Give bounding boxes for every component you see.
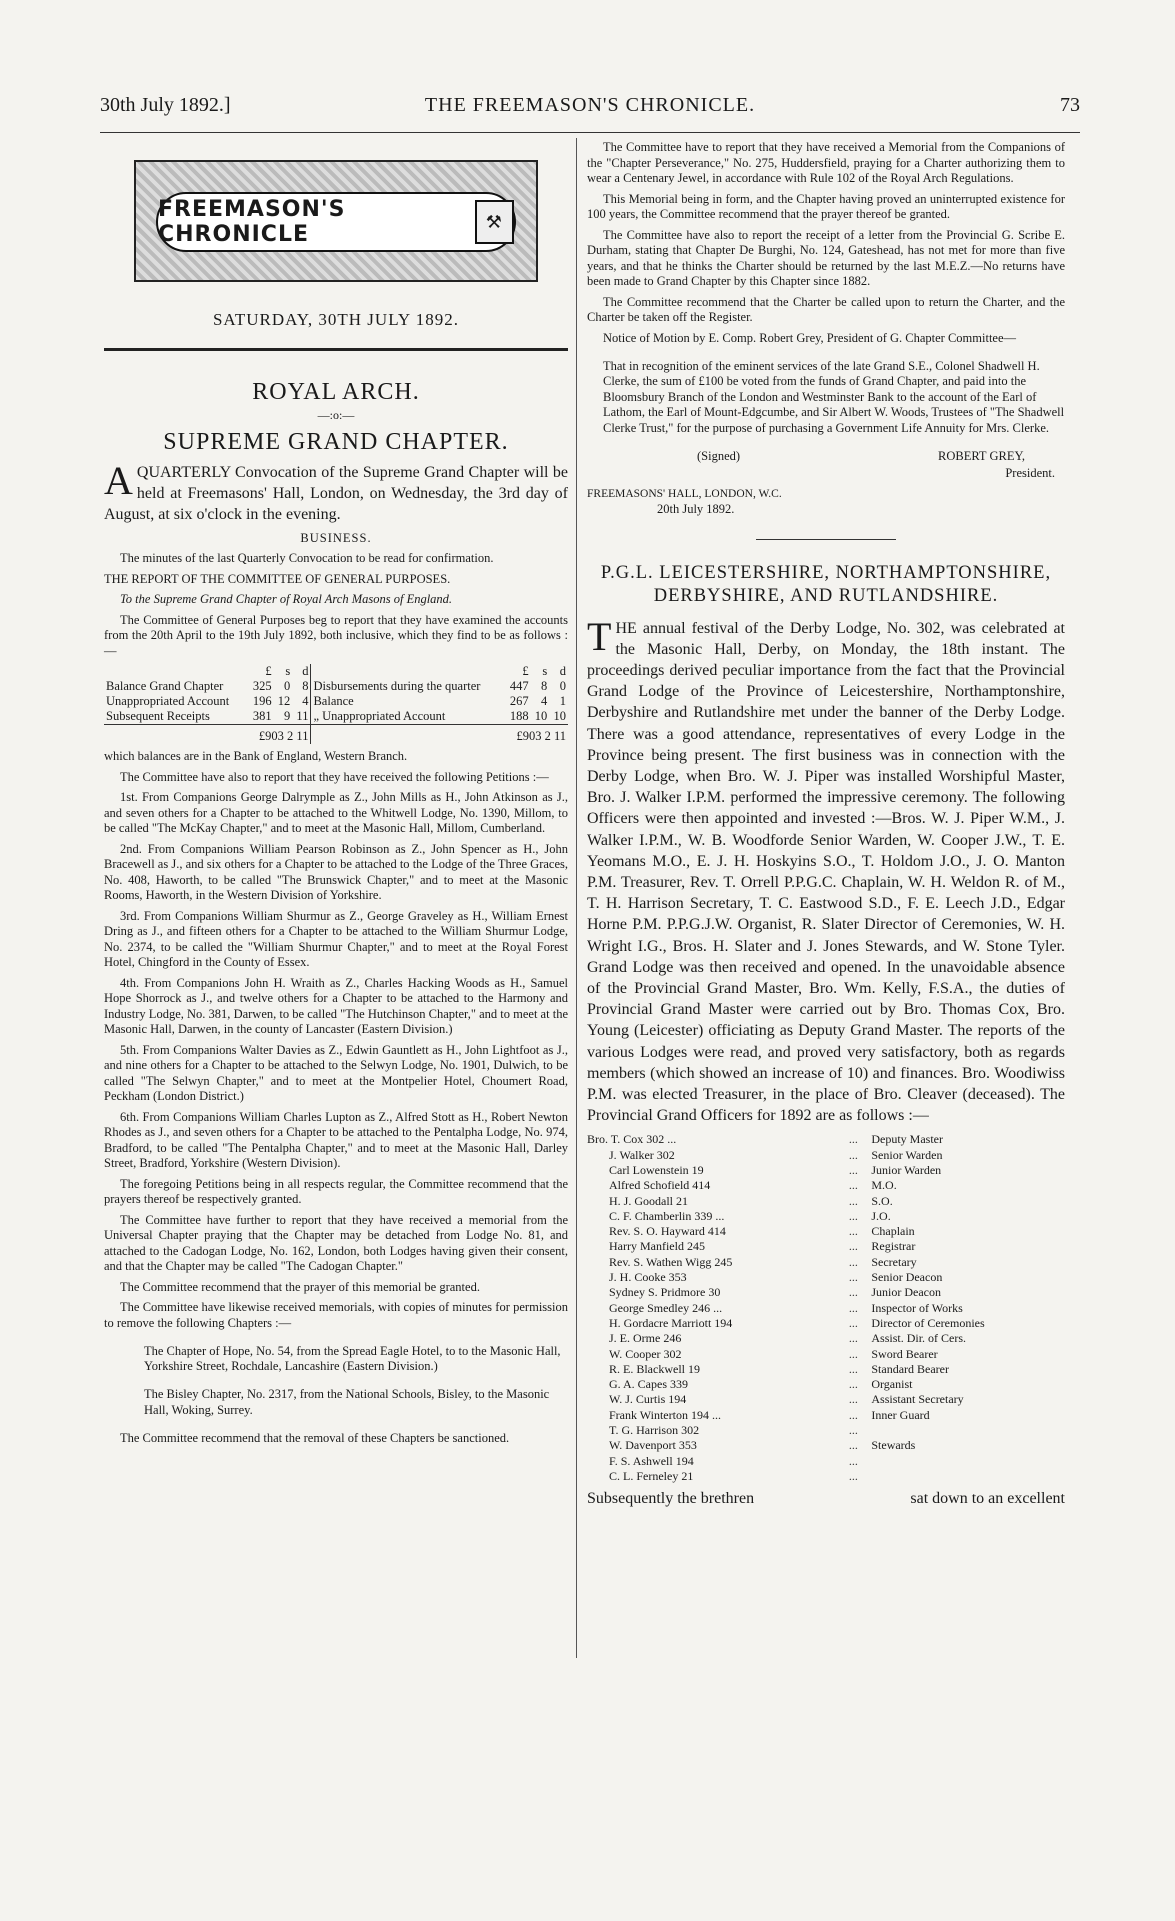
pounds: 381	[252, 709, 272, 723]
shillings: 12	[277, 694, 291, 708]
masthead-logo	[134, 160, 538, 282]
pence: 4	[302, 694, 309, 708]
address-line: FREEMASONS' HALL, LONDON, W.C.	[587, 487, 782, 500]
dateline: SATURDAY, 30TH JULY 1892.	[212, 310, 460, 329]
table-row	[587, 1285, 1065, 1300]
account-label: „ Unappropriated Account	[311, 709, 505, 725]
shillings: 0	[284, 679, 291, 693]
leader-dots: ...	[848, 1239, 858, 1254]
section-divider	[756, 539, 896, 540]
officer-name: F. S. Ashwell 194	[609, 1453, 694, 1468]
leader-dots: ...	[848, 1361, 858, 1376]
page-header	[100, 94, 1080, 124]
intro-paragraph	[104, 458, 568, 525]
table-row	[587, 1163, 1065, 1178]
leader-dots: ...	[848, 1208, 858, 1223]
removal-item: The Chapter of Hope, No. 54, from the Spread Eagle Hotel, to to the Masonic Hall, Yorkshire Street, Rochdale, Lancashire (Eastern Division.)	[144, 1343, 561, 1373]
pounds: 196	[252, 694, 272, 708]
drop-cap: T	[587, 613, 612, 659]
officer-name: Bro. T. Cox 302 ...	[587, 1132, 677, 1147]
officer-office: Sword Bearer	[871, 1346, 938, 1361]
officer-office: Chaplain	[871, 1224, 915, 1239]
left-total: £903 2 11	[104, 725, 311, 745]
officer-office: Inner Guard	[871, 1407, 930, 1422]
recommend-paragraph: The Committee recommend that the prayer of this memorial be granted.	[120, 1279, 480, 1294]
leader-dots: ...	[848, 1407, 858, 1422]
leader-dots: ...	[848, 1453, 858, 1468]
right-column	[587, 140, 1065, 1508]
unit-header: s	[285, 664, 291, 678]
officer-office: Senior Deacon	[871, 1270, 943, 1285]
table-row	[587, 1301, 1065, 1316]
officer-name: J. Walker 302	[609, 1147, 675, 1162]
officer-office: Senior Warden	[871, 1147, 943, 1162]
officer-name: H. J. Goodall 21	[609, 1193, 688, 1208]
unit-header: s	[542, 664, 548, 678]
table-row	[587, 1148, 1065, 1163]
column-divider	[576, 138, 577, 1658]
closing-right: sat down to an excellent	[910, 1490, 1065, 1508]
leader-dots: ...	[848, 1224, 858, 1239]
leader-dots: ...	[848, 1132, 858, 1147]
accounts-note: which balances are in the Bank of England, Western Branch.	[104, 749, 408, 763]
officer-office: Assist. Dir. of Cers.	[871, 1331, 967, 1346]
masthead-rule	[104, 348, 568, 351]
right-total: £903 2 11	[311, 725, 568, 745]
foregoing-paragraph: The foregoing Petitions being in all respects regular, the Committee recommend that the prayers thereof be respectively granted.	[104, 1176, 568, 1206]
officer-name: Sydney S. Pridmore 30	[609, 1285, 721, 1300]
closing-line	[587, 1490, 1065, 1508]
section-subtitle: SUPREME GRAND CHAPTER.	[163, 429, 509, 455]
memorial-paragraph: The Committee have further to report that they have received a memorial from the Universal Chapter praying that the Chapter may be detached from Lodge No. 81, and attached to the Cadogan Lodge, No. 162, London, both Lodges having given their consent, and that the Chapter may be called "The Cadogan Chapter."	[104, 1212, 568, 1273]
officer-name: Carl Lowenstein 19	[609, 1162, 704, 1177]
officer-office	[871, 1469, 1065, 1484]
officer-name: Rev. S. O. Hayward 414	[609, 1224, 726, 1239]
petition: 3rd. From Companions William Shurmur as Z., George Graveley as H., William Ernest Dring as J., and fifteen others for a Chapter to be attached to the William Shurmur Lodge, No. 2374, to be called the "William Shurmur Chapter," and to meet at the Royal Forest Hotel, Chingford in the County of Essex.	[104, 908, 568, 969]
page-number: 73	[1060, 94, 1080, 116]
closing-left: Subsequently the brethren	[587, 1490, 755, 1508]
officer-office: Secretary	[871, 1254, 917, 1269]
article-body	[587, 613, 1065, 1127]
report-heading: THE REPORT OF THE COMMITTEE OF GENERAL PURPOSES.	[104, 571, 451, 586]
table-row	[587, 1224, 1065, 1239]
shillings: 4	[541, 694, 548, 708]
petition: 1st. From Companions George Dalrymple as Z., John Mills as H., John Atkinson as J., and seven others for a Chapter to be attached to the Whitwell Lodge, No. 1390, Millom, to be called "The McKay Chapter," and to meet at the Masonic Hall, Millom, Cumberland.	[104, 790, 568, 835]
table-row	[587, 1347, 1065, 1362]
shillings: 8	[541, 679, 548, 693]
table-row	[587, 1438, 1065, 1453]
notice-of-motion: Notice of Motion by E. Comp. Robert Grey, President of G. Chapter Committee—	[603, 330, 1017, 345]
pounds: 325	[252, 679, 272, 693]
officer-name: W. Cooper 302	[609, 1346, 682, 1361]
officer-office: Registrar	[871, 1239, 916, 1254]
left-column	[104, 140, 568, 1451]
officer-name: G. A. Capes 339	[609, 1377, 688, 1392]
officer-office: Deputy Master	[871, 1132, 944, 1147]
address-date: 20th July 1892.	[657, 501, 735, 516]
pounds: 188	[509, 709, 529, 723]
table-row	[104, 694, 568, 709]
table-row	[587, 1331, 1065, 1346]
unit-header: £	[522, 664, 529, 678]
pence: 11	[296, 709, 309, 723]
account-label: Subsequent Receipts	[106, 709, 210, 723]
table-row	[587, 1132, 1065, 1147]
table-row	[587, 1423, 1065, 1438]
signed-name: ROBERT GREY,	[938, 448, 1025, 463]
officer-name: W. Davenport 353	[609, 1438, 697, 1453]
officer-name: C. L. Ferneley 21	[609, 1468, 694, 1483]
pence: 0	[559, 679, 566, 693]
accounts-table	[104, 664, 568, 744]
officer-name: R. E. Blackwell 19	[609, 1361, 700, 1376]
leader-dots: ...	[848, 1331, 858, 1346]
article-text: HE annual festival of the Derby Lodge, No. 302, was celebrated at the Masonic Hall, Derby, on Monday, the 18th instant. The proceedings derived peculiar importance from the fact that the Provincial Grand Lodge of the Province of Leicestershire, Northamptonshire, Derbyshire and Rutlandshire met under the banner of the Derby Lodge. There was a good attendance, representatives of every Lodge in the Province being present. The first business was in connection with the Derby Lodge, when Bro. W. J. Piper was installed Worshipful Master, Bro. J. Walker I.P.M. performed the impressive ceremony. The following Officers were then appointed and invested :—Bros. W. J. Piper W.M., J. Walker I.P.M., W. B. Woodforde Senior Warden, W. Cooper J.W., T. E. Yeomans M.O., E. J. H. Hoskyins S.O., T. Holdom J.O., J. O. Manton P.M. Treasurer, Rev. T. Orrell P.P.G.C. Chaplain, W. H. Weldon R. of M., T. H. Harrison Secretary, T. C. Eastwood S.D., F. E. Leech J.D., Edgar Horne P.M. P.P.G.J.W. Organist, R. Slater Director of Ceremonies, W. H. Wright I.G., Bros. H. Slater and J. Jones Stewards, and W. Stone Tyler. Grand Lodge was then received and opened. In the unavoidable absence of the Provincial Grand Master, Bro. Wm. Kelly, F.S.A., the duties of Provincial Grand Master were carried out by Bro. Thomas Cox, Bro. Young (Leicester) officiating as Deputy Grand Master. The reports of the various Lodges were read, and proved very satisfactory, both as regards members (which showed an increase of 10) and finances. Bro. Woodiwiss P.M. was elected Treasurer, in the place of Bro. Cleaver (deceased). The Provincial Grand Officers for 1892 are as follows :—	[587, 619, 1065, 1125]
officer-office: Junior Deacon	[871, 1285, 942, 1300]
table-row	[587, 1469, 1065, 1484]
table-row	[104, 709, 568, 725]
petition: 2nd. From Companions William Pearson Robinson as Z., John Spencer as H., John Bracewell as J., and six others for a Chapter to be attached to the Lodge of the Three Graces, No. 408, Haworth, to be called "The Brunswick Chapter," and to meet at the Masonic Rooms, Haworth, in the Western Division of Yorkshire.	[104, 841, 568, 902]
minutes-paragraph: The minutes of the last Quarterly Convocation to be read for confirmation.	[120, 551, 494, 565]
officer-name: Frank Winterton 194 ...	[609, 1407, 721, 1422]
compass-square-icon: ⚒	[475, 200, 514, 244]
officers-table	[587, 1132, 1065, 1484]
article-title: P.G.L. LEICESTERSHIRE, NORTHAMPTONSHIRE, DERBYSHIRE, AND RUTLANDSHIRE.	[600, 562, 1052, 606]
drop-cap: A	[104, 458, 133, 503]
account-label: Balance Grand Chapter	[106, 679, 224, 693]
masthead-logo-text: FREEMASON'S CHRONICLE	[158, 197, 346, 247]
table-row	[104, 679, 568, 694]
table-row	[587, 1392, 1065, 1407]
motion-text: That in recognition of the eminent services of the late Grand S.E., Colonel Shadwell H. Clerke, the sum of £100 be voted from the funds of Grand Chapter, and paid into the Bloomsbury Branch of the London and Westminster Bank to the account of the Earl of Lathom, the Earl of Mount-Edgcumbe, and Sir Albert W. Woods, Trustees of "The Shadwell Clerke Trust," for the purpose of purchasing a Government Life Annuity for Mrs. Clerke.	[603, 358, 1065, 435]
masthead-banner	[156, 192, 516, 252]
officer-name: Alfred Schofield 414	[609, 1178, 711, 1193]
officer-name: Harry Manfield 245	[609, 1239, 705, 1254]
officer-office: Stewards	[871, 1438, 916, 1453]
leader-dots: ...	[848, 1147, 858, 1162]
business-heading: BUSINESS.	[300, 531, 372, 545]
officer-office: Inspector of Works	[871, 1300, 963, 1315]
totals-row	[104, 725, 568, 745]
table-row	[587, 1178, 1065, 1193]
officer-office: S.O.	[871, 1193, 893, 1208]
leader-dots: ...	[848, 1392, 858, 1407]
intro-text: QUARTERLY Convocation of the Supreme Grand Chapter will be held at Freemasons' Hall, London, on Wednesday, the 3rd day of August, at six o'clock in the evening.	[104, 464, 568, 523]
petition: 4th. From Companions John H. Wraith as Z., Charles Hacking Woods as H., Samuel Hope Shorrock as J., and twelve others for a Chapter to be attached to the Harmony and Industry Lodge, No. 381, Darwen, to be called "The Hutchinson Chapter," and to meet at the Masonic Hall, Darwen, in the county of Lancaster (Eastern Division.)	[104, 975, 568, 1036]
leader-dots: ...	[848, 1270, 858, 1285]
officer-office	[871, 1454, 1065, 1469]
pounds: 267	[509, 694, 529, 708]
unit-header: £	[265, 664, 272, 678]
table-row	[587, 1377, 1065, 1392]
ornament: —:o:—	[317, 408, 355, 422]
shillings: 10	[534, 709, 548, 723]
officer-office: M.O.	[871, 1178, 897, 1193]
leader-dots: ...	[848, 1468, 858, 1483]
officer-office: Director of Ceremonies	[871, 1315, 985, 1330]
officer-office: J.O.	[871, 1208, 891, 1223]
section-title: ROYAL ARCH.	[252, 379, 420, 405]
leader-dots: ...	[848, 1162, 858, 1177]
officer-name: J. H. Cooke 353	[609, 1270, 687, 1285]
leader-dots: ...	[848, 1377, 858, 1392]
removal-item: The Bisley Chapter, No. 2317, from the National Schools, Bisley, to the Masonic Hall, Woking, Surrey.	[144, 1387, 550, 1417]
recommend-paragraph: The Committee recommend that the removal of these Chapters be sanctioned.	[120, 1430, 510, 1445]
pounds: 447	[509, 679, 529, 693]
pence: 8	[302, 679, 309, 693]
table-row	[587, 1316, 1065, 1331]
report-addressee: To the Supreme Grand Chapter of Royal Arch Masons of England.	[120, 592, 453, 606]
leader-dots: ...	[848, 1438, 858, 1453]
officer-name: T. G. Harrison 302	[609, 1423, 700, 1438]
officer-name: H. Gordacre Marriott 194	[609, 1315, 733, 1330]
leader-dots: ...	[848, 1346, 858, 1361]
pence: 1	[559, 694, 566, 708]
pence: 10	[553, 709, 566, 723]
officer-name: George Smedley 246 ...	[609, 1300, 723, 1315]
unit-header: d	[302, 664, 309, 678]
officer-name: C. F. Chamberlin 339 ...	[609, 1208, 725, 1223]
leader-dots: ...	[848, 1300, 858, 1315]
table-row	[587, 1454, 1065, 1469]
report-intro: The Committee of General Purposes beg to report that they have examined the accounts from the 20th April to the 19th July 1892, both inclusive, which they find to be as follows :—	[104, 612, 568, 658]
letter-paragraph: The Committee have also to report the receipt of a letter from the Provincial G. Scribe E. Durham, stating that Chapter De Burghi, No. 124, Gateshead, has not met for more than five years, and that he thinks the Charter should be returned by the last M.E.Z.—No returns have been made to Grand Chapter by this Chapter since 1882.	[587, 227, 1065, 288]
table-row	[587, 1209, 1065, 1224]
officer-name: Rev. S. Wathen Wigg 245	[609, 1254, 733, 1269]
leader-dots: ...	[848, 1315, 858, 1330]
account-label: Balance	[311, 694, 505, 709]
table-row	[587, 1408, 1065, 1423]
officer-name: J. E. Orme 246	[609, 1331, 682, 1346]
account-label: Unappropriated Account	[106, 694, 230, 708]
signed-title: President.	[1005, 465, 1055, 480]
centenary-memorial: The Committee have to report that they have received a Memorial from the Companions of the "Chapter Perseverance," No. 275, Huddersfield, praying for a Charter authorizing them to wear a Centenary Jewel, in accordance with Rule 102 of the Royal Arch Regulations.	[587, 140, 1065, 185]
officer-office: Organist	[871, 1377, 913, 1392]
leader-dots: ...	[848, 1178, 858, 1193]
leader-dots: ...	[848, 1254, 858, 1269]
table-row	[587, 1255, 1065, 1270]
leader-dots: ...	[848, 1193, 858, 1208]
leader-dots: ...	[848, 1423, 858, 1438]
unit-header: d	[559, 664, 566, 678]
table-row	[587, 1362, 1065, 1377]
shillings: 9	[284, 709, 291, 723]
leader-dots: ...	[848, 1285, 858, 1300]
removal-intro: The Committee have likewise received memorials, with copies of minutes for permission to remove the following Chapters :—	[104, 1300, 568, 1330]
signature-line	[697, 449, 1025, 464]
newspaper-title: THE FREEMASON'S CHRONICLE.	[424, 94, 756, 116]
officer-office	[871, 1423, 1065, 1438]
petitions-intro: The Committee have also to report that they have received the following Petitions :—	[120, 769, 549, 784]
officer-office: Junior Warden	[871, 1162, 942, 1177]
officer-office: Assistant Secretary	[871, 1392, 964, 1407]
table-row	[587, 1270, 1065, 1285]
officer-name: W. J. Curtis 194	[609, 1392, 687, 1407]
petition: 6th. From Companions William Charles Lupton as Z., Alfred Stott as H., Robert Newton Rhodes as J., and seven others for a Chapter to be attached to the Pentalpha Lodge, No. 974, Bradford, to be called "The Pentalpha Chapter," and to meet at the Masonic Hall, Darley Street, Bradford, Yorkshire (Western Division).	[104, 1109, 568, 1170]
table-row	[587, 1239, 1065, 1254]
officer-office: Standard Bearer	[871, 1361, 949, 1376]
petition: 5th. From Companions Walter Davies as Z., Edwin Gauntlett as H., John Lightfoot as J., and nine others for a Chapter to be attached to the Selwyn Lodge, No. 1901, Dulwich, to be called "The Selwyn Chapter," and to meet at the Montpelier Hotel, Choumert Road, Peckham (London District.)	[104, 1042, 568, 1103]
issue-date: 30th July 1892.]	[100, 94, 231, 116]
signed-label: (Signed)	[697, 448, 741, 463]
charter-recommend: The Committee recommend that the Charter be called upon to return the Charter, and the Charter be taken off the Register.	[587, 294, 1065, 324]
table-row	[587, 1194, 1065, 1209]
account-label: Disbursements during the quarter	[311, 679, 505, 694]
header-rule	[100, 132, 1080, 133]
centenary-recommend: This Memorial being in form, and the Chapter having proved an uninterrupted existence for 100 years, the Committee recommend that the prayer thereof be granted.	[587, 191, 1065, 221]
